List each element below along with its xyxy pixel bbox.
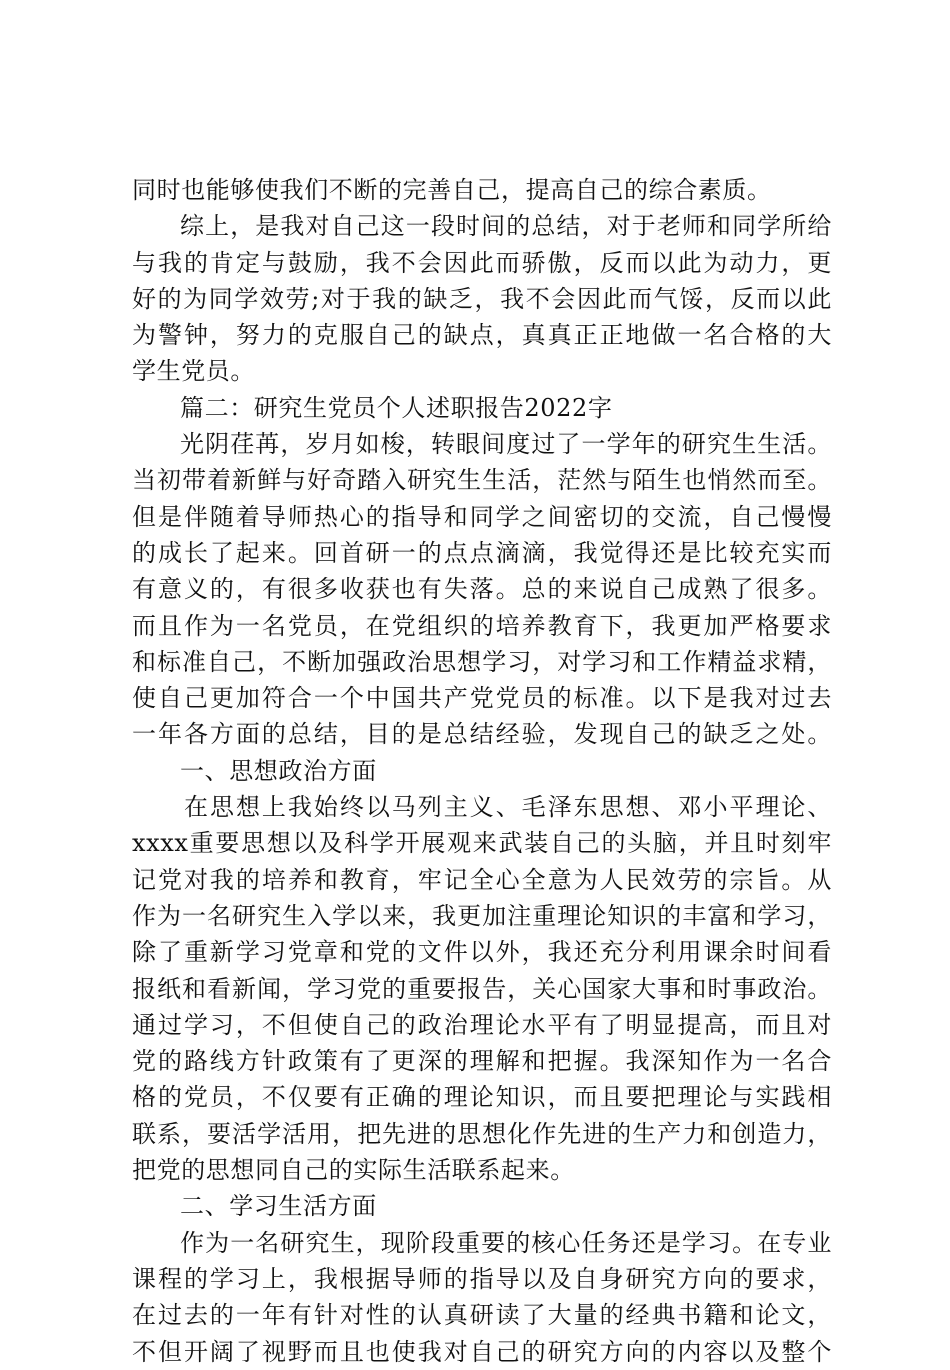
text-line: 二、学习生活方面 bbox=[180, 1192, 377, 1221]
text-line: 一年各方面的总结，目的是总结经验，发现自己的缺乏之处。 bbox=[132, 720, 832, 749]
text-line: 使自己更加符合一个中国共产党党员的标准。以下是我对过去 bbox=[132, 684, 832, 713]
text-line: 记党对我的培养和教育，牢记全心全意为人民效劳的宗旨。从 bbox=[132, 865, 832, 894]
text-line: 报纸和看新闻，学习党的重要报告，关心国家大事和时事政治。 bbox=[132, 974, 832, 1003]
text-line: 篇二：研究生党员个人述职报告2022字 bbox=[180, 393, 613, 422]
text-line: 光阴荏苒，岁月如梭，转眼间度过了一学年的研究生生活。 bbox=[180, 430, 832, 459]
text-line: 格的党员，不仅要有正确的理论知识，而且要把理论与实践相 bbox=[132, 1083, 832, 1112]
text-line: 在思想上我始终以马列主义、毛泽东思想、邓小平理论、 bbox=[184, 793, 832, 822]
text-line: 与我的肯定与鼓励，我不会因此而骄傲，反而以此为动力，更 bbox=[132, 248, 832, 277]
text-line: 同时也能够使我们不断的完善自己，提高自己的综合素质。 bbox=[132, 176, 772, 204]
text-line: 学生党员。 bbox=[132, 357, 255, 386]
document-body bbox=[132, 172, 832, 1370]
text-line: 的成长了起来。回首研一的点点滴滴，我觉得还是比较充实而 bbox=[132, 538, 832, 567]
text-line: 联系，要活学活用，把先进的思想化作先进的生产力和创造力， bbox=[132, 1119, 832, 1148]
text-line: 但是伴随着导师热心的指导和同学之间密切的交流，自己慢慢 bbox=[132, 502, 832, 531]
text-line: 课程的学习上，我根据导师的指导以及自身研究方向的要求， bbox=[132, 1264, 832, 1293]
text-line: 在过去的一年有针对性的认真研读了大量的经典书籍和论文， bbox=[132, 1301, 832, 1330]
text-line: 当初带着新鲜与好奇踏入研究生生活，茫然与陌生也悄然而至。 bbox=[132, 466, 832, 495]
text-line: 而且作为一名党员，在党组织的培养教育下，我更加严格要求 bbox=[132, 611, 832, 640]
text-line: 有意义的，有很多收获也有失落。总的来说自己成熟了很多。 bbox=[132, 575, 832, 604]
text-line: 综上，是我对自己这一段时间的总结，对于老师和同学所给 bbox=[180, 212, 832, 241]
text-line: 不但开阔了视野而且也使我对自己的研究方向的内容以及整个 bbox=[132, 1337, 832, 1366]
text-line: 一、思想政治方面 bbox=[180, 756, 377, 785]
text-line: 作为一名研究生入学以来，我更加注重理论知识的丰富和学习， bbox=[132, 901, 832, 930]
text-line: 好的为同学效劳;对于我的缺乏，我不会因此而气馁，反而以此 bbox=[132, 284, 832, 313]
text-line: 和标准自己，不断加强政治思想学习，对学习和工作精益求精， bbox=[132, 647, 832, 676]
text-line: 把党的思想同自己的实际生活联系起来。 bbox=[132, 1156, 575, 1185]
text-line: 作为一名研究生，现阶段重要的核心任务还是学习。在专业 bbox=[180, 1228, 832, 1257]
text-line: 为警钟，努力的克服自己的缺点，真真正正地做一名合格的大 bbox=[132, 321, 832, 350]
text-line: 通过学习，不但使自己的政治理论水平有了明显提高，而且对 bbox=[132, 1010, 832, 1039]
text-line: 党的路线方针政策有了更深的理解和把握。我深知作为一名合 bbox=[132, 1047, 832, 1076]
text-line: xxxx重要思想以及科学开展观来武装自己的头脑，并且时刻牢 bbox=[132, 829, 832, 858]
text-line: 除了重新学习党章和党的文件以外，我还充分利用课余时间看 bbox=[132, 938, 832, 967]
